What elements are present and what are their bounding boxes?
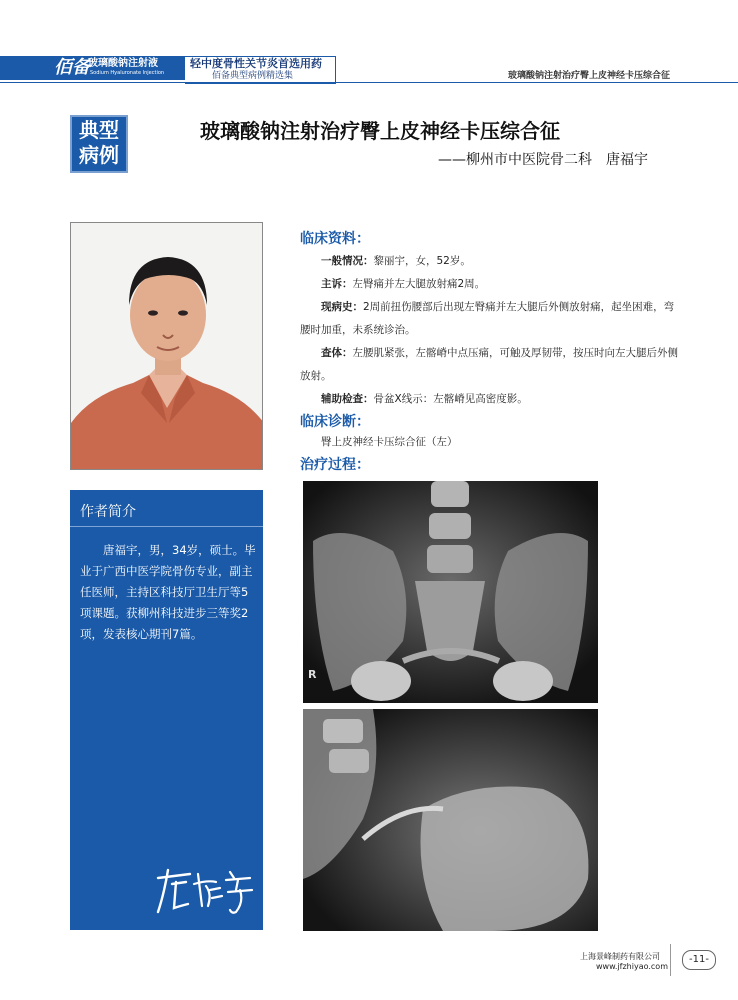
general-info <box>300 250 680 273</box>
brand-name-en: Sodium Hyaluronate Injection <box>90 70 165 76</box>
page-number: -11- <box>682 950 716 970</box>
tagline: 轻中度骨性关节炎首选用药 <box>190 57 322 70</box>
article-byline: ——柳州市中医院骨二科 唐福宇 <box>438 152 648 168</box>
brand-logo: 佰备 <box>54 57 90 78</box>
header-divider <box>0 82 738 83</box>
physical-exam <box>300 342 680 388</box>
auxiliary-exam-text: 骨盆X线示：左髂嵴见高密度影。 <box>373 393 528 405</box>
general-info-label: 一般情况： <box>321 255 374 267</box>
xray-pelvis-ap <box>303 481 598 703</box>
general-info-text: 黎丽宇，女，52岁。 <box>373 255 471 267</box>
diagnosis-heading: 临床诊断： <box>300 414 370 430</box>
running-title: 玻璃酸钠注射治疗臀上皮神经卡压综合征 <box>508 71 671 81</box>
footer-company: 上海景峰制药有限公司 <box>580 952 660 961</box>
chief-complaint-label: 主诉： <box>321 278 353 290</box>
xray-side-marker: R <box>308 668 317 681</box>
present-history <box>300 296 680 342</box>
xray-iliac-crest <box>303 709 598 931</box>
signature <box>150 860 260 924</box>
article-title: 玻璃酸钠注射治疗臀上皮神经卡压综合征 <box>200 119 560 143</box>
author-bio: 唐福宇，男，34岁，硕士。毕业于广西中医学院骨伤专业，副主任医师，主持区科技厅卫生厅等5项课题。获柳州科技进步三等奖2项，发表核心期刊7篇。 <box>80 543 256 641</box>
auxiliary-exam <box>300 388 680 411</box>
author-intro-heading: 作者简介 <box>80 504 136 520</box>
clinical-data-heading: 临床资料： <box>300 231 370 247</box>
xray-image-icon <box>303 709 598 931</box>
author-intro-divider <box>70 526 263 527</box>
physical-exam-label: 查体： <box>321 347 353 359</box>
author-portrait <box>70 222 263 470</box>
brand-name: 玻璃酸钠注射液 <box>88 58 158 69</box>
present-history-text: 2周前扭伤腰部后出现左臀痛并左大腿后外侧放射痛，起坐困难，弯腰时加重，未系统诊治。 <box>300 301 675 336</box>
chief-complaint <box>300 273 680 296</box>
badge-line-2: 病例 <box>79 143 119 167</box>
present-history-label: 现病史： <box>321 301 363 313</box>
tagline-sub: 佰备典型病例精选集 <box>212 71 294 81</box>
badge-line-1: 典型 <box>79 118 119 142</box>
signature-icon <box>150 860 260 920</box>
auxiliary-exam-label: 辅助检查： <box>321 393 374 405</box>
treatment-heading: 治疗过程： <box>300 457 370 473</box>
footer-website: www.jfzhiyao.com <box>596 962 668 971</box>
chief-complaint-text: 左臀痛并左大腿放射痛2周。 <box>352 278 486 290</box>
xray-image-icon <box>303 481 598 703</box>
diagnosis-text: 臀上皮神经卡压综合征（左） <box>321 436 458 448</box>
physical-exam-text: 左腰肌紧张，左髂嵴中点压痛，可触及厚韧带，按压时向左大腿后外侧放射。 <box>300 347 678 382</box>
portrait-photo-icon <box>71 223 263 470</box>
footer-divider <box>670 944 671 976</box>
